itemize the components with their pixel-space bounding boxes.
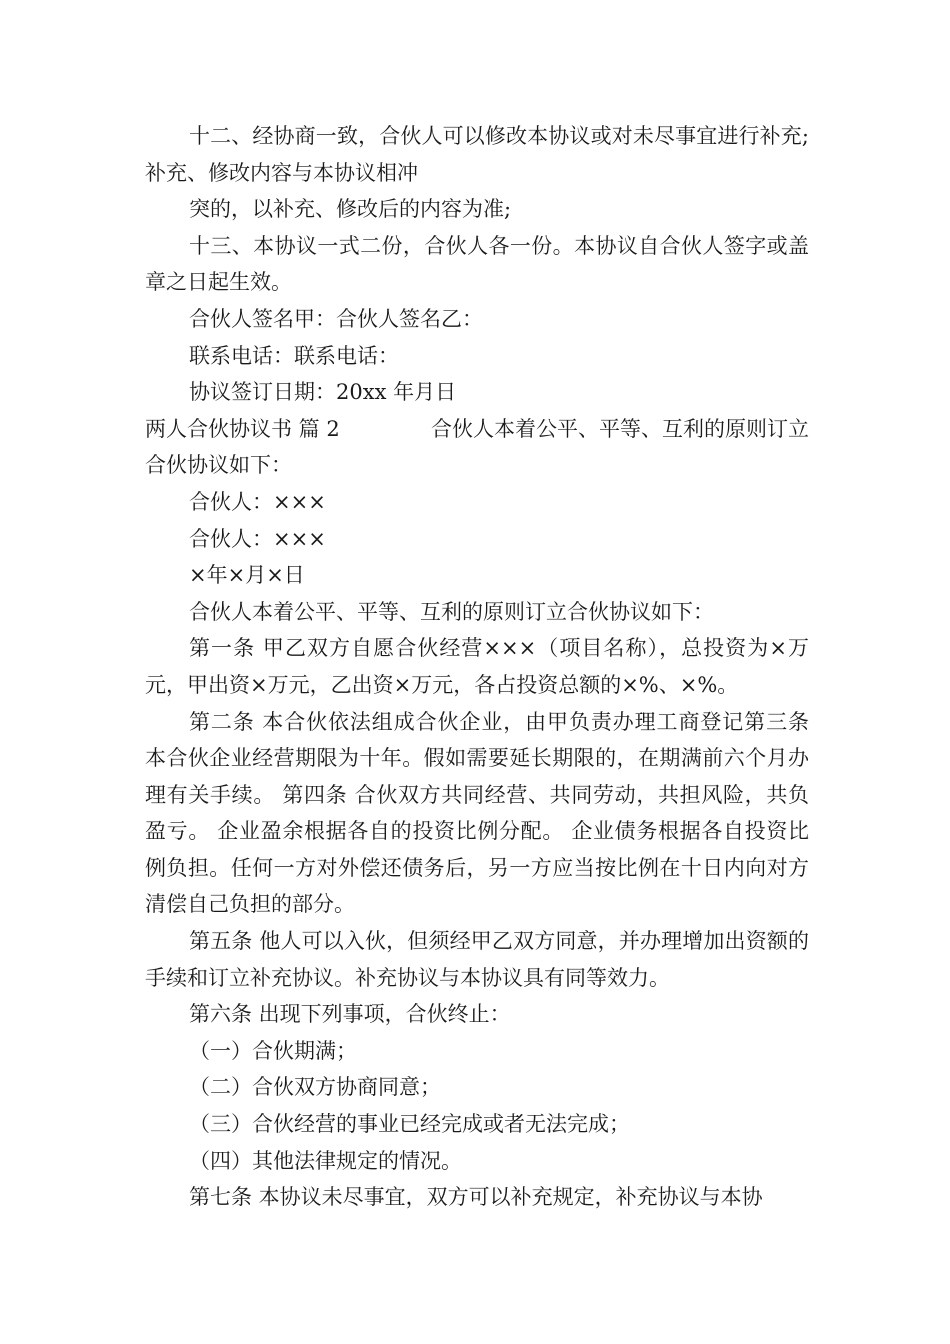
date-placeholder: ×年×月×日 bbox=[189, 563, 305, 588]
partner-line-2: 合伙人：××× bbox=[189, 526, 326, 551]
section-title: 两人合伙协议书 篇 2 bbox=[145, 416, 340, 441]
list-item-4: （四）其他法律规定的情况。 bbox=[189, 1148, 462, 1173]
partner-line-1: 合伙人：××× bbox=[189, 489, 326, 514]
phone-line: 联系电话：联系电话： bbox=[189, 343, 399, 368]
list-item-2: （二）合伙双方协商同意； bbox=[189, 1075, 441, 1100]
paragraph-twelve-continued: 突的，以补充、修改后的内容为准; bbox=[189, 197, 512, 222]
section-intro-start: 合伙人本着公平、平等、互利的原则订立 bbox=[431, 416, 809, 441]
document-body bbox=[145, 118, 809, 1216]
article-one: 第一条 甲乙双方自愿合伙经营×××（项目名称），总投资为×万元，甲出资×万元，乙出资×万元，各占投资总额的×%、×%。 bbox=[145, 636, 809, 697]
list-item-3: （三）合伙经营的事业已经完成或者无法完成； bbox=[189, 1112, 630, 1137]
date-line: 协议签订日期：20xx 年月日 bbox=[189, 380, 457, 405]
paragraph-thirteen: 十三、本协议一式二份，合伙人各一份。本协议自合伙人签字或盖章之日起生效。 bbox=[145, 233, 809, 295]
article-two-to-four: 第二条 本合伙依法组成合伙企业，由甲负责办理工商登记第三条 本合伙企业经营期限为十年。假如需要延长期限的，在期满前六个月办理有关手续。 第四条 合伙双方共同经营、共同劳动，共担风险，共负盈亏。 企业盈余根据各自的投资比例分配。 企业债务根据各自投资比例负担。任何一方对外偿还债务后，另一方应当按比例在十日内向对方清偿自己负担的部分。 bbox=[145, 709, 809, 917]
list-item-1: （一）合伙期满； bbox=[189, 1038, 357, 1063]
section-intro-continued: 合伙协议如下： bbox=[145, 453, 292, 478]
signature-line: 合伙人签名甲：合伙人签名乙： bbox=[189, 306, 483, 331]
intro-paragraph: 合伙人本着公平、平等、互利的原则订立合伙协议如下： bbox=[189, 599, 714, 624]
article-five: 第五条 他人可以入伙，但须经甲乙双方同意，并办理增加出资额的手续和订立补充协议。补充协议与本协议具有同等效力。 bbox=[145, 929, 809, 990]
paragraph-twelve: 十二、经协商一致，合伙人可以修改本协议或对未尽事宜进行补充;补充、修改内容与本协议相冲 bbox=[145, 124, 809, 185]
article-seven: 第七条 本协议未尽事宜，双方可以补充规定，补充协议与本协 bbox=[189, 1185, 763, 1210]
article-six: 第六条 出现下列事项，合伙终止： bbox=[189, 1002, 511, 1027]
section-heading-line bbox=[145, 411, 809, 448]
